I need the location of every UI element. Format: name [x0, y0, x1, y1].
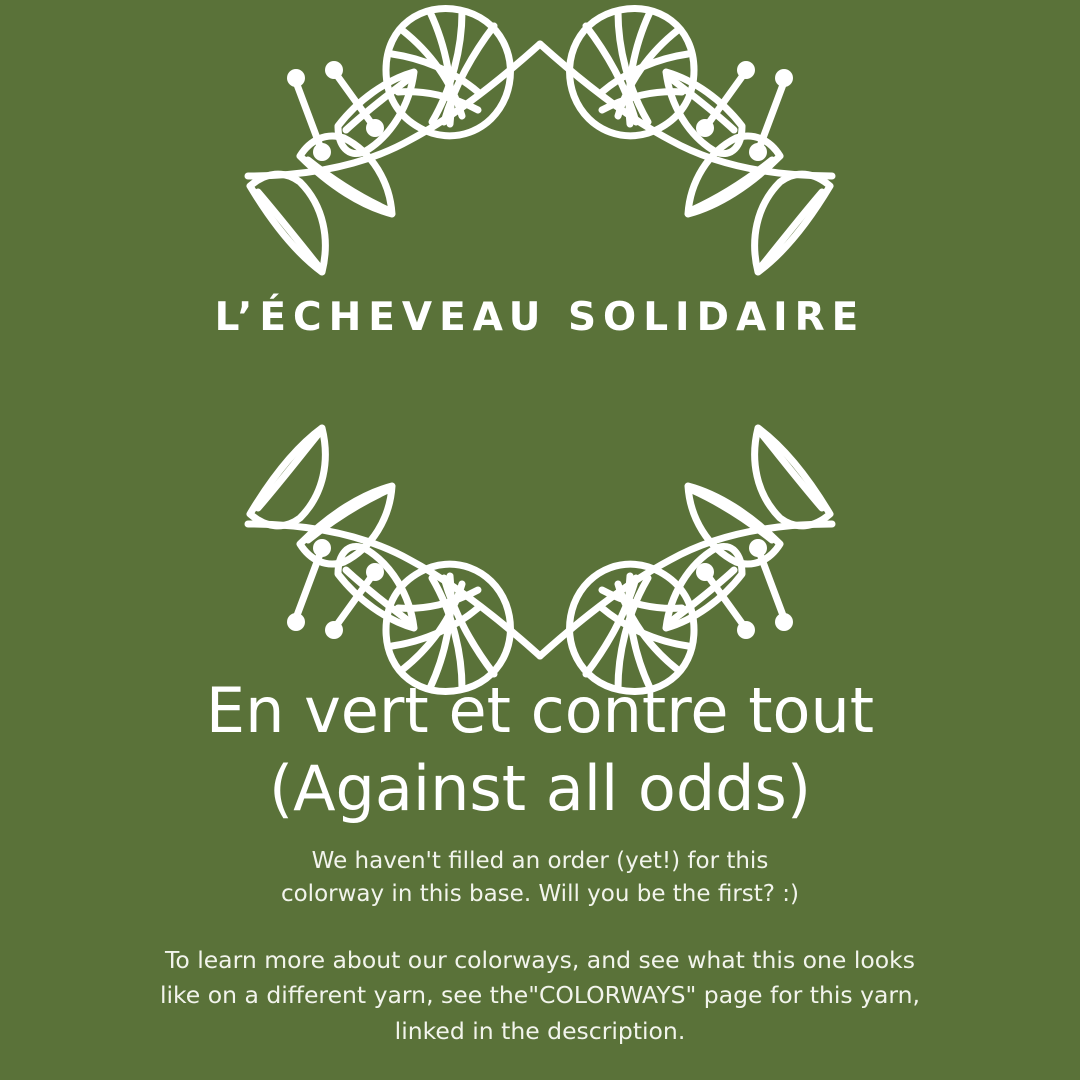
page-title: [0, 672, 1080, 827]
page-title-line-2: (Against all odds): [268, 751, 812, 825]
page-title-line-1: En vert et contre tout: [205, 674, 875, 747]
description-line-1: To learn more about our colorways, and see what this one looks: [164, 946, 915, 974]
subtitle-line-2: colorway in this base. Will you be the first? :): [280, 881, 800, 908]
description-line-2: like on a different yarn, see the"COLORWAYS" page for this yarn,: [159, 981, 921, 1010]
description-line-3: linked in the description.: [394, 1016, 686, 1045]
subtitle-text: [0, 845, 1080, 912]
description-note: [0, 943, 1080, 1049]
subtitle-line-1: We haven't filled an order (yet!) for this: [311, 848, 769, 874]
brand-name: L’ÉCHEVEAU SOLIDAIRE: [214, 295, 866, 340]
